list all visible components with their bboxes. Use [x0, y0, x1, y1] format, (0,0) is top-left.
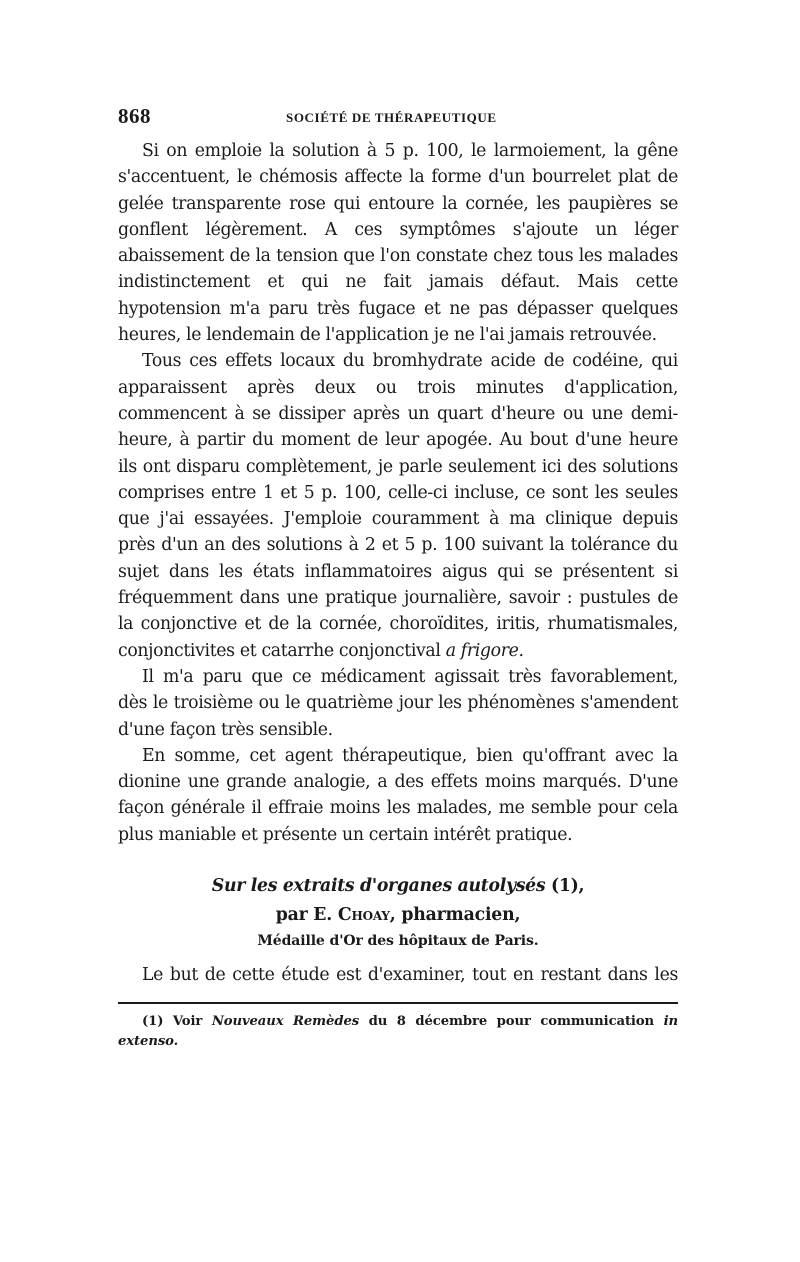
author-name: Choay	[337, 905, 390, 926]
section-title	[118, 872, 678, 900]
author-line	[118, 900, 678, 930]
footnote-journal: Nouveaux Remèdes	[211, 1014, 360, 1030]
paragraph-4: En somme, cet agent thérapeutique, bien qu'offrant avec la dionine une grande analogie, a des effets moins marqués. D'une façon générale il effraie moins les malades, me semble pour cela plus maniable et présente un certain intérêt pratique.	[118, 745, 678, 845]
running-head	[118, 104, 678, 138]
book-page	[118, 104, 678, 1052]
footnote-marker: (1) Voir	[142, 1014, 203, 1030]
paragraph-3: Il m'a paru que ce médicament agissait très favorablement, dès le troisième ou le quatrième jour les phénomènes s'amendent d'une façon très sensible.	[118, 666, 678, 740]
author-suffix: , pharmacien,	[389, 905, 521, 926]
paragraph-1: Si on emploie la solution à 5 p. 100, le larmoiement, la gêne s'accentuent, le chémosis affecte la forme d'un bourrelet plat de gelée transparente rose qui entoure la cornée, les paupières se gonflent légèrement. A ces symptômes s'ajoute un léger abaissement de la tension que l'on constate chez tous les malades indistinctement et qui ne fait jamais défaut. Mais cette hypotension m'a paru très fugace et ne pas dépasser quelques heures, le lendemain de l'application je ne l'ai jamais retrouvée.	[118, 141, 678, 346]
section-title-text: Sur les extraits d'organes autolysés	[211, 876, 546, 897]
section-heading-block	[118, 872, 678, 952]
page-number: 868	[118, 104, 151, 128]
intro-line: Le but de cette étude est d'examiner, tout en restant dans les	[142, 965, 678, 986]
footnote-text: du 8 décembre pour communication	[368, 1014, 655, 1030]
footnote	[118, 1012, 678, 1052]
footnote-latin: in extenso.	[118, 1014, 678, 1050]
author-affiliation: Médaille d'Or des hôpitaux de Paris.	[257, 933, 539, 950]
paragraph-2	[118, 348, 678, 664]
running-title: SOCIÉTÉ DE THÉRAPEUTIQUE	[286, 110, 497, 125]
footnote-divider	[118, 1002, 678, 1004]
paragraph-2-text: Tous ces effets locaux du bromhydrate acide de codéine, qui apparaissent après deux ou trois minutes d'application, commencent à se dissiper après un quart d'heure ou une demi-heure, à partir du moment de leur apogée. Au bout d'une heure ils ont disparu complètement, je parle seulement ici des solutions comprises entre 1 et 5 p. 100, celle-ci incluse, ce sont les seules que j'ai essayées. J'emploie couramment à ma clinique depuis près d'un an des solutions à 2 et 5 p. 100 suivant la tolérance du sujet dans les états inflammatoires aigus qui se présentent si fréquemment dans une pratique journalière, savoir : pustules de la conjonctive et de la cornée, choroïdites, iritis, rhumatismales, conjonctivites et catarrhe conjonctival	[118, 351, 678, 661]
body-text	[118, 138, 678, 848]
paragraph-2-latin: a frigore.	[445, 640, 524, 661]
footnote-reference: (1),	[550, 876, 585, 897]
author-prefix: par E.	[275, 905, 333, 926]
section-intro	[118, 962, 678, 988]
